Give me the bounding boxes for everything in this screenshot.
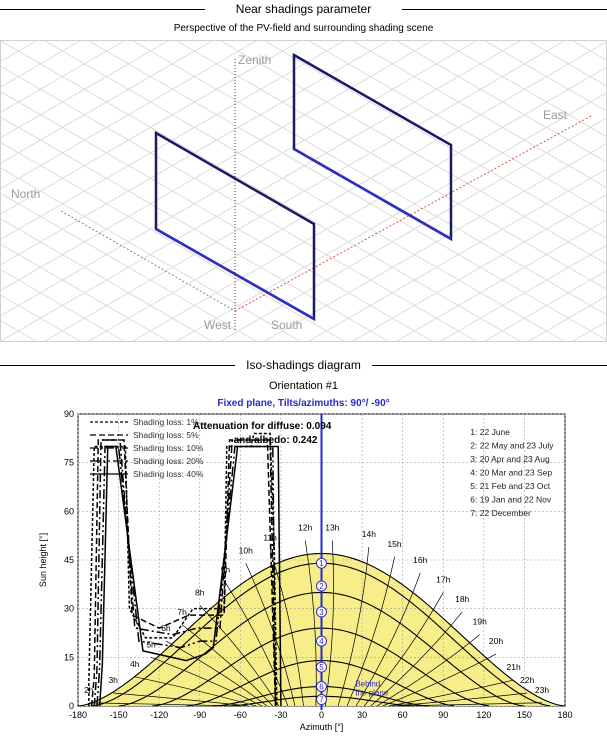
- y-tick-label: 15: [63, 652, 74, 663]
- perspective-grid: [1, 41, 606, 341]
- grid-line: [221, 41, 606, 341]
- grid-line: [441, 41, 606, 341]
- date-legend-item: 5: 21 Feb and 23 Oct: [470, 481, 551, 491]
- west-label: West: [204, 318, 232, 332]
- x-tick-label: 150: [516, 710, 532, 720]
- perspective-subtitle: Perspective of the PV-field and surrounding shading scene: [173, 23, 434, 34]
- iso-rule-right: [372, 365, 607, 366]
- hour-label: 12h: [298, 522, 313, 533]
- hour-label: 5h: [146, 639, 156, 650]
- y-tick-label: 75: [63, 457, 74, 468]
- shading-legend-label: Shading loss: 20%: [133, 456, 204, 466]
- hour-label: 15h: [387, 538, 402, 549]
- attenuation-albedo: and albedo: 0.242: [233, 435, 318, 446]
- date-legend-item: 4: 20 Mar and 23 Sep: [470, 467, 553, 478]
- pv-table-back-base: [294, 149, 451, 239]
- plane-marker-label: 1: [319, 559, 324, 569]
- shading-legend-label: Shading loss: 5%: [133, 430, 199, 440]
- shading-legend-label: Shading loss: 10%: [133, 443, 204, 453]
- x-tick-label: -120: [150, 710, 169, 720]
- hour-label: 8h: [195, 587, 205, 598]
- x-tick-label: 90: [438, 710, 449, 720]
- y-tick-label: 90: [63, 410, 74, 419]
- hour-label: 14h: [361, 529, 376, 540]
- hour-label: 3h: [108, 675, 118, 686]
- y-tick-label: 60: [63, 506, 74, 517]
- grid-line: [573, 41, 606, 341]
- east-axis: [235, 116, 591, 311]
- behind-plane-label: Behind: [355, 679, 381, 689]
- grid-line: [177, 41, 606, 341]
- date-legend-item: 2: 22 May and 23 July: [470, 440, 554, 451]
- fixed-plane-label: Fixed plane, Tilts/azimuths: 90°/ -90°: [217, 398, 390, 409]
- y-tick-label: 45: [63, 555, 74, 565]
- south-label: South: [271, 318, 303, 332]
- hour-label: 2h: [84, 684, 94, 695]
- behind-plane-label: the plane: [355, 688, 389, 698]
- hour-label: 18h: [455, 593, 470, 604]
- x-tick-label: 0: [318, 710, 325, 720]
- grid-line: [529, 41, 606, 341]
- hour-label: 19h: [472, 616, 487, 627]
- orientation-label: Orientation #1: [268, 380, 339, 392]
- shading-legend-label: Shading loss: 40%: [133, 469, 204, 479]
- plane-marker-label: 5: [319, 663, 324, 673]
- iso-shadings-title: Iso-shadings diagram: [246, 358, 361, 372]
- plane-marker-label: 6: [319, 682, 324, 692]
- header-rule-right: [402, 9, 607, 10]
- grid-line: [265, 41, 606, 341]
- plane-marker-label: 2: [319, 581, 324, 591]
- hour-label: 22h: [520, 675, 535, 686]
- hour-label: 17h: [436, 574, 451, 585]
- near-shadings-header: [0, 0, 607, 20]
- hour-label: 20h: [488, 636, 504, 647]
- grid-line: [1, 41, 388, 341]
- x-tick-label: -150: [109, 710, 128, 720]
- grid-line: [529, 41, 606, 341]
- hour-label: 9h: [220, 564, 231, 575]
- hour-label: 11h: [263, 532, 277, 543]
- hour-label: 4h: [130, 658, 140, 669]
- near-shadings-title: Near shadings parameter: [235, 2, 372, 16]
- date-legend-item: 3: 20 Apr and 23 Aug: [470, 454, 550, 464]
- date-legend-item: 1: 22 June: [470, 427, 511, 437]
- plane-marker-label: 4: [319, 637, 324, 647]
- north-axis: [61, 211, 235, 311]
- iso-plot-area: [38, 410, 573, 732]
- hour-label: 23h: [534, 684, 550, 695]
- plane-marker-label: 3: [319, 607, 324, 617]
- east-label: East: [543, 108, 568, 122]
- x-axis-label: Azimuth [°]: [299, 722, 344, 732]
- plane-marker-label: 7: [319, 695, 324, 705]
- date-legend-item: 6: 19 Jan and 22 Nov: [470, 494, 552, 505]
- x-tick-label: -180: [68, 710, 88, 720]
- x-tick-label: 60: [397, 710, 408, 720]
- hour-label: 7h: [177, 606, 187, 617]
- y-axis-label: Sun height [°]: [38, 532, 48, 588]
- perspective-view: [0, 40, 607, 342]
- hour-label: 16h: [413, 555, 428, 565]
- y-tick-label: 0: [68, 701, 74, 711]
- grid-line: [1, 41, 476, 341]
- grid-line: [441, 41, 606, 341]
- x-tick-label: 30: [357, 710, 368, 720]
- hour-label: 13h: [325, 522, 340, 533]
- grid-line: [221, 41, 606, 341]
- grid-line: [485, 41, 606, 341]
- grid-line: [485, 41, 606, 341]
- x-tick-label: -60: [233, 710, 247, 720]
- iso-shadings-header: [0, 356, 607, 376]
- attenuation-diffuse: Attenuation for diffuse: 0.094: [192, 421, 332, 432]
- zenith-label: Zenith: [238, 53, 272, 67]
- grid-line: [573, 41, 606, 341]
- x-tick-label: 120: [476, 710, 492, 720]
- iso-shadings-chart: [0, 410, 607, 736]
- hour-label: 21h: [506, 662, 521, 673]
- x-tick-label: -30: [274, 710, 288, 720]
- grid-line: [265, 41, 606, 341]
- x-tick-label: -90: [193, 710, 207, 720]
- grid-line: [1, 41, 388, 341]
- hour-label: 10h: [238, 545, 253, 556]
- grid-line: [177, 41, 606, 341]
- shading-legend-label: Shading loss: 1%: [133, 417, 199, 427]
- north-label: North: [11, 187, 41, 201]
- grid-line: [1, 41, 476, 341]
- hour-label: 6h: [161, 623, 171, 634]
- y-tick-label: 30: [63, 603, 74, 614]
- x-tick-label: 180: [557, 710, 573, 720]
- perspective-canvas: [1, 41, 606, 341]
- date-legend-item: 7: 22 December: [470, 508, 531, 518]
